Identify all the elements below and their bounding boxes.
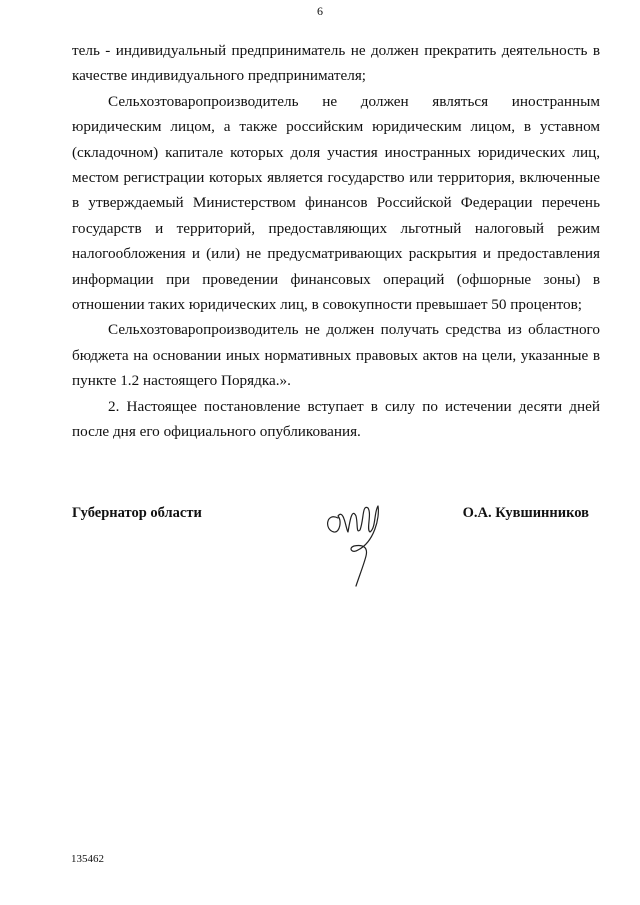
document-code: 135462 — [71, 853, 104, 865]
page-number: 6 — [317, 4, 323, 18]
signatory-name: О.А. Кувшинников — [462, 505, 589, 521]
paragraph-continuation: тель - индивидуальный предприниматель не должен прекратить деятельность в качестве индивидуального предпринимателя; — [72, 42, 600, 85]
signatory-title: Губернатор области — [72, 505, 202, 521]
paragraph-foreign-entity: Сельхозтоваропроизводитель не должен являться иностранным юридическим лицом, а также российским юридическим лицом, в уставном (складочном) капитале которых доля участия иностранных юридических лиц, местом регистрации которых является государство или территория, включенные в утверждаемый Министерством финансов Российской Федерации перечень государств и территорий, предоставляющих льготный налоговый режим налогообложения и (или) не предусматривающих раскрытия и предоставления информации при проведении финансовых операций (офшорные зоны) в отношении таких юридических лиц, в совокупности превышает 50 процентов; — [72, 92, 600, 314]
handwritten-signature — [318, 490, 388, 590]
paragraph-effective-date: 2. Настоящее постановление вступает в силу по истечении десяти дней после дня его официального опубликования. — [72, 397, 600, 441]
document-body — [72, 38, 600, 445]
paragraph-budget-funds: Сельхозтоваропроизводитель не должен получать средства из областного бюджета на основании иных нормативных правовых актов на цели, указанные в пункте 1.2 настоящего Порядка.». — [72, 321, 600, 390]
